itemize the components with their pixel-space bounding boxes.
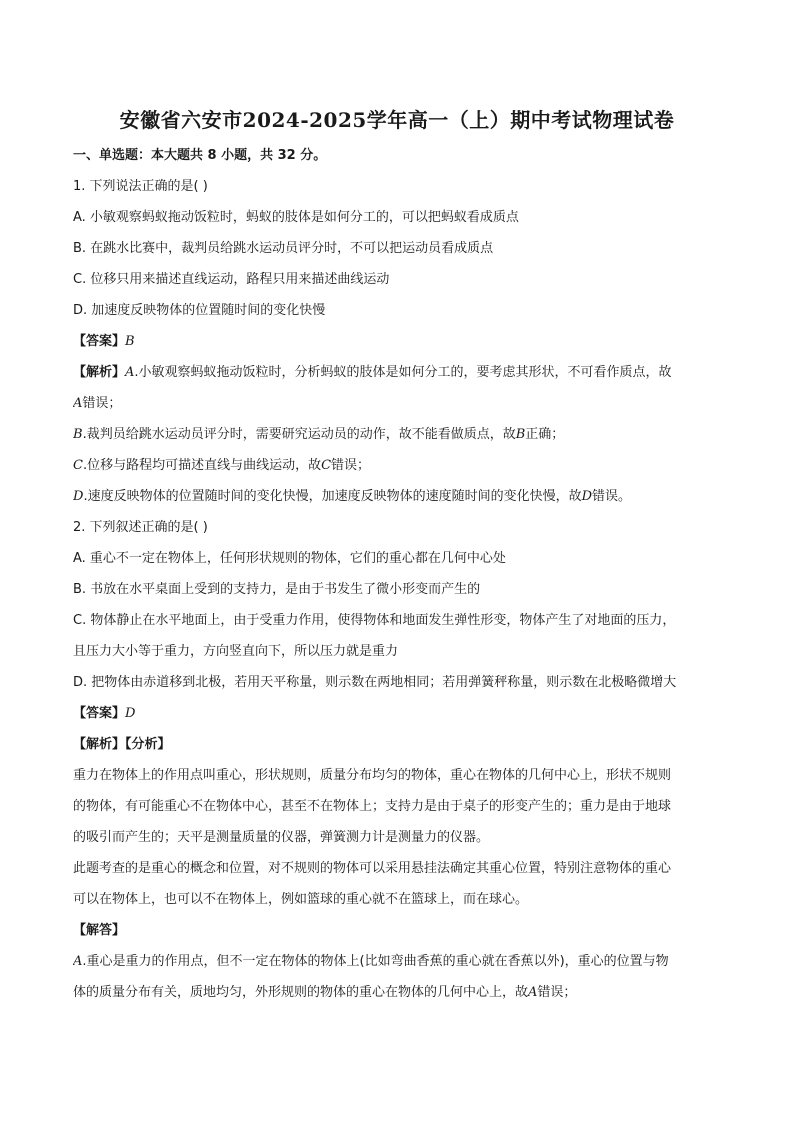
q2-solution-heading: 【解答】	[73, 923, 126, 938]
answer-value: B	[125, 334, 135, 349]
explanation-text: .小敏观察蚂蚁拖动饭粒时，分析蚂蚁的肢体是如何分工的，要考虑其形状，不可看作质点，故	[134, 365, 672, 380]
analysis-tag: 【解析】	[73, 365, 126, 380]
q2-solution-line-2	[73, 984, 723, 1002]
q1-option-a: A. 小敏观察蚂蚁拖动饭粒时，蚂蚁的肢体是如何分工的，可以把蚂蚁看成质点	[73, 210, 519, 225]
q2-analysis-line-2: 的物体，有可能重心不在物体中心，甚至不在物体上；支持力是由于桌子的形变产生的；重力是由于地球	[73, 799, 672, 814]
explanation-text: .重心是重力的作用点，但不一定在物体的物体上(比如弯曲香蕉的重心就在香蕉以外)，重心的位置与物	[82, 954, 669, 969]
option-letter: C	[73, 458, 83, 473]
explanation-text: 错误；	[82, 396, 122, 411]
q2-analysis-line-4: 此题考查的是重心的概念和位置，对不规则的物体可以采用悬挂法确定其重心位置，特别注意物体的重心	[73, 861, 672, 876]
q1-explanation-line-5	[73, 488, 723, 506]
option-letter: D	[73, 489, 84, 504]
explanation-text: .速度反映物体的位置随时间的变化快慢，加速度反映物体的速度随时间的变化快慢，故	[83, 489, 582, 504]
option-letter: A	[528, 985, 538, 1000]
q1-explanation-line-4	[73, 457, 723, 475]
q2-analysis-line-5: 可以在物体上，也可以不在物体上，例如篮球的重心就不在篮球上，而在球心。	[73, 892, 529, 907]
answer-tag: 【答案】	[73, 706, 126, 721]
answer-value: D	[125, 706, 136, 721]
q1-stem: 1. 下列说法正确的是( )	[73, 179, 208, 194]
q2-option-c-line-1: C. 物体静止在水平地面上，由于受重力作用，使得物体和地面发生弹性形变，物体产生了对地面的压力，	[73, 613, 676, 628]
explanation-text: .位移与路程均可描述直线与曲线运动，故	[82, 458, 322, 473]
option-letter: A	[73, 396, 83, 411]
option-letter: B	[515, 427, 526, 442]
q2-analysis-heading: 【解析】【分析】	[73, 737, 171, 752]
q1-option-d: D. 加速度反映物体的位置随时间的变化快慢	[73, 303, 326, 318]
option-letter: A	[73, 954, 83, 969]
explanation-text: 错误；	[537, 985, 577, 1000]
option-letter: B	[73, 427, 83, 442]
option-letter: A	[125, 365, 135, 380]
option-letter: C	[321, 458, 332, 473]
q2-option-b: B. 书放在水平桌面上受到的支持力，是由于书发生了微小形变而产生的	[73, 582, 481, 597]
explanation-text: 正确；	[525, 427, 565, 442]
explanation-text: 错误；	[331, 458, 371, 473]
q1-explanation-line-3	[73, 426, 723, 444]
q2-analysis-line-1: 重力在物体上的作用点叫重心，形状规则，质量分布均匀的物体，重心在物体的几何中心上，形状不规则	[73, 768, 672, 783]
answer-tag: 【答案】	[73, 334, 126, 349]
section-heading: 一、单选题：本大题共 8 小题，共 32 分。	[73, 148, 327, 163]
q1-explanation-line-2	[73, 395, 723, 413]
q1-option-c: C. 位移只用来描述直线运动，路程只用来描述曲线运动	[73, 272, 390, 287]
q2-answer	[73, 705, 723, 723]
q2-analysis-line-3: 的吸引而产生的；天平是测量质量的仪器，弹簧测力计是测量力的仪器。	[73, 830, 490, 845]
explanation-text: 错误。	[592, 489, 632, 504]
q1-option-b: B. 在跳水比赛中，裁判员给跳水运动员评分时，不可以把运动员看成质点	[73, 241, 494, 256]
q2-option-d: D. 把物体由赤道移到北极，若用天平称量，则示数在两地相同；若用弹簧秤称量，则示数在北极略微增大	[73, 675, 677, 690]
q2-option-a: A. 重心不一定在物体上，任何形状规则的物体，它们的重心都在几何中心处	[73, 551, 506, 566]
q1-explanation-line-1	[73, 364, 723, 382]
q2-solution-line-1	[73, 953, 723, 971]
q2-option-c-line-2: 且压力大小等于重力，方向竖直向下，所以压力就是重力	[73, 644, 399, 659]
q2-stem: 2. 下列叙述正确的是( )	[73, 520, 208, 535]
page-title: 安徽省六安市2024-2025学年高一（上）期中考试物理试卷	[119, 108, 675, 132]
option-letter: D	[581, 489, 593, 504]
q1-answer	[73, 333, 723, 351]
explanation-text: .裁判员给跳水运动员评分时，需要研究运动员的动作，故不能看做质点，故	[82, 427, 516, 442]
explanation-text: 体的质量分布有关，质地均匀，外形规则的物体的重心在物体的几何中心上，故	[73, 985, 529, 1000]
